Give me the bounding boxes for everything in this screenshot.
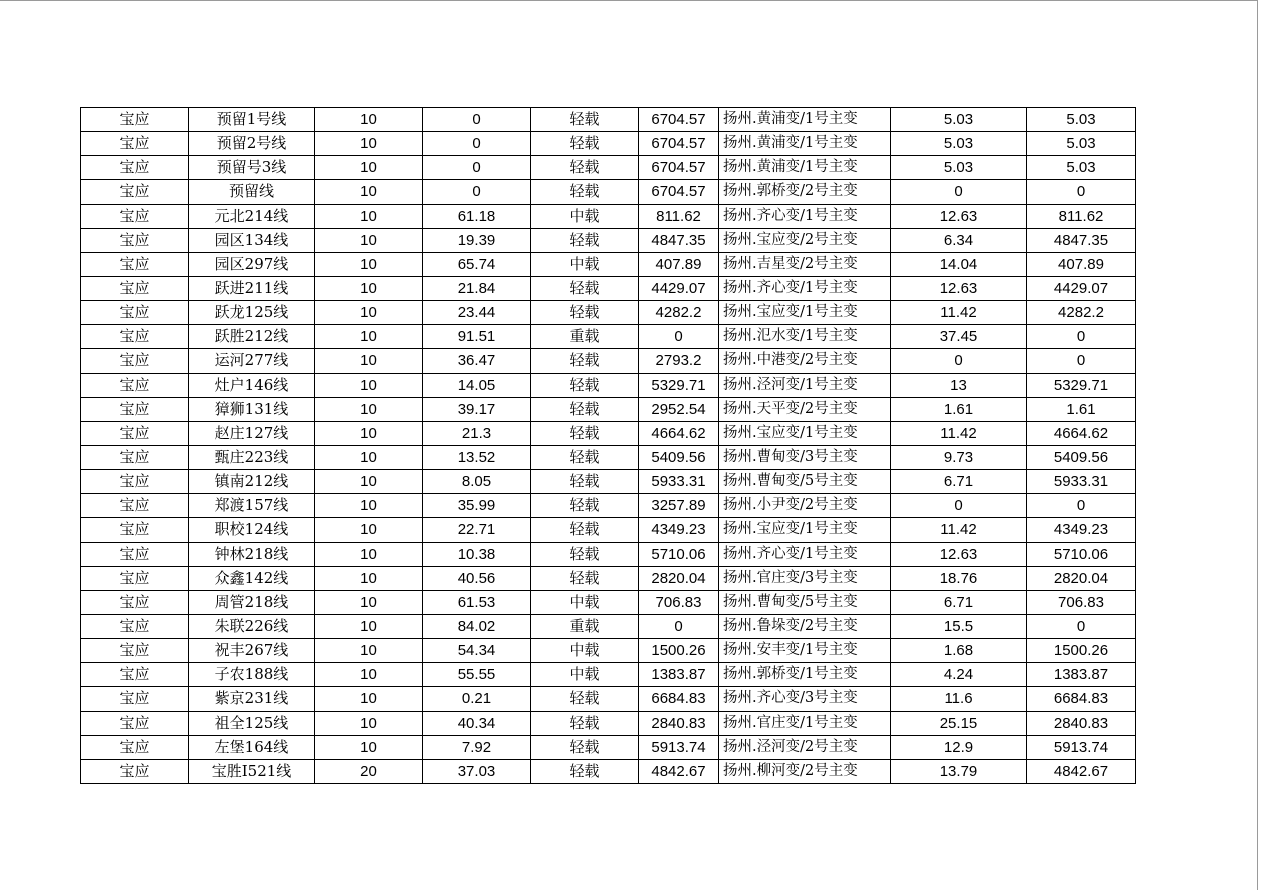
- transformer-margin-cell: 0: [891, 494, 1027, 518]
- capacity-cell: 4842.67: [639, 759, 719, 783]
- capacity-cell: 2952.54: [639, 397, 719, 421]
- available-capacity-cell: 5409.56: [1027, 445, 1136, 469]
- load-status-cell: 轻载: [531, 156, 639, 180]
- voltage-cell: 10: [315, 108, 423, 132]
- table-row: [81, 228, 1136, 252]
- source-transformer-cell: 扬州.齐心变/1号主变: [719, 276, 891, 300]
- source-transformer-cell: 扬州.鲁垛变/2号主变: [719, 614, 891, 638]
- available-capacity-cell: 0: [1027, 325, 1136, 349]
- source-transformer-cell: 扬州.黄浦变/1号主变: [719, 132, 891, 156]
- capacity-cell: 4349.23: [639, 518, 719, 542]
- table-row: [81, 132, 1136, 156]
- source-transformer-cell: 扬州.齐心变/1号主变: [719, 204, 891, 228]
- source-transformer-cell: 扬州.郭桥变/2号主变: [719, 180, 891, 204]
- load-rate-cell: 61.18: [423, 204, 531, 228]
- county-cell: 宝应: [81, 397, 189, 421]
- source-transformer-cell: 扬州.曹甸变/3号主变: [719, 445, 891, 469]
- table-row: [81, 542, 1136, 566]
- source-transformer-cell: 扬州.柳河变/2号主变: [719, 759, 891, 783]
- transformer-margin-cell: 1.68: [891, 639, 1027, 663]
- table-row: [81, 590, 1136, 614]
- available-capacity-cell: 4842.67: [1027, 759, 1136, 783]
- transformer-margin-cell: 6.71: [891, 470, 1027, 494]
- load-rate-cell: 8.05: [423, 470, 531, 494]
- table-row: [81, 108, 1136, 132]
- table-row: [81, 349, 1136, 373]
- available-capacity-cell: 5.03: [1027, 108, 1136, 132]
- capacity-cell: 5933.31: [639, 470, 719, 494]
- source-transformer-cell: 扬州.泾河变/1号主变: [719, 373, 891, 397]
- county-cell: 宝应: [81, 228, 189, 252]
- load-status-cell: 轻载: [531, 228, 639, 252]
- capacity-cell: 407.89: [639, 252, 719, 276]
- source-transformer-cell: 扬州.齐心变/1号主变: [719, 542, 891, 566]
- voltage-cell: 10: [315, 494, 423, 518]
- capacity-cell: 0: [639, 325, 719, 349]
- transformer-margin-cell: 12.63: [891, 204, 1027, 228]
- capacity-cell: 706.83: [639, 590, 719, 614]
- data-table: [80, 107, 1136, 784]
- available-capacity-cell: 1383.87: [1027, 663, 1136, 687]
- table-row: [81, 421, 1136, 445]
- voltage-cell: 10: [315, 687, 423, 711]
- voltage-cell: 10: [315, 663, 423, 687]
- line-name-cell: 紫京231线: [189, 687, 315, 711]
- voltage-cell: 20: [315, 759, 423, 783]
- county-cell: 宝应: [81, 204, 189, 228]
- load-rate-cell: 22.71: [423, 518, 531, 542]
- line-name-cell: 园区297线: [189, 252, 315, 276]
- county-cell: 宝应: [81, 759, 189, 783]
- load-status-cell: 轻载: [531, 711, 639, 735]
- table-row: [81, 663, 1136, 687]
- table-row: [81, 759, 1136, 783]
- line-name-cell: 跃胜212线: [189, 325, 315, 349]
- county-cell: 宝应: [81, 325, 189, 349]
- county-cell: 宝应: [81, 735, 189, 759]
- capacity-cell: 5329.71: [639, 373, 719, 397]
- load-rate-cell: 37.03: [423, 759, 531, 783]
- load-rate-cell: 55.55: [423, 663, 531, 687]
- transformer-margin-cell: 5.03: [891, 156, 1027, 180]
- source-transformer-cell: 扬州.宝应变/2号主变: [719, 228, 891, 252]
- load-status-cell: 轻载: [531, 276, 639, 300]
- voltage-cell: 10: [315, 590, 423, 614]
- county-cell: 宝应: [81, 639, 189, 663]
- load-status-cell: 轻载: [531, 108, 639, 132]
- voltage-cell: 10: [315, 349, 423, 373]
- load-status-cell: 轻载: [531, 301, 639, 325]
- source-transformer-cell: 扬州.曹甸变/5号主变: [719, 470, 891, 494]
- source-transformer-cell: 扬州.泾河变/2号主变: [719, 735, 891, 759]
- voltage-cell: 10: [315, 735, 423, 759]
- line-name-cell: 预留2号线: [189, 132, 315, 156]
- voltage-cell: 10: [315, 470, 423, 494]
- load-status-cell: 轻载: [531, 132, 639, 156]
- transformer-margin-cell: 9.73: [891, 445, 1027, 469]
- load-status-cell: 轻载: [531, 445, 639, 469]
- load-rate-cell: 7.92: [423, 735, 531, 759]
- source-transformer-cell: 扬州.郭桥变/1号主变: [719, 663, 891, 687]
- source-transformer-cell: 扬州.小尹变/2号主变: [719, 494, 891, 518]
- table-row: [81, 494, 1136, 518]
- load-rate-cell: 35.99: [423, 494, 531, 518]
- available-capacity-cell: 4847.35: [1027, 228, 1136, 252]
- county-cell: 宝应: [81, 566, 189, 590]
- source-transformer-cell: 扬州.宝应变/1号主变: [719, 421, 891, 445]
- capacity-cell: 6704.57: [639, 180, 719, 204]
- transformer-margin-cell: 25.15: [891, 711, 1027, 735]
- county-cell: 宝应: [81, 108, 189, 132]
- transformer-margin-cell: 1.61: [891, 397, 1027, 421]
- load-status-cell: 重载: [531, 325, 639, 349]
- line-name-cell: 镇南212线: [189, 470, 315, 494]
- transformer-margin-cell: 11.42: [891, 518, 1027, 542]
- load-status-cell: 轻载: [531, 180, 639, 204]
- load-status-cell: 轻载: [531, 566, 639, 590]
- transformer-margin-cell: 15.5: [891, 614, 1027, 638]
- capacity-cell: 1383.87: [639, 663, 719, 687]
- county-cell: 宝应: [81, 470, 189, 494]
- county-cell: 宝应: [81, 445, 189, 469]
- load-status-cell: 重载: [531, 614, 639, 638]
- available-capacity-cell: 4349.23: [1027, 518, 1136, 542]
- capacity-cell: 6704.57: [639, 132, 719, 156]
- transformer-margin-cell: 12.63: [891, 276, 1027, 300]
- capacity-cell: 0: [639, 614, 719, 638]
- capacity-cell: 6684.83: [639, 687, 719, 711]
- load-rate-cell: 39.17: [423, 397, 531, 421]
- load-status-cell: 中载: [531, 252, 639, 276]
- load-rate-cell: 0.21: [423, 687, 531, 711]
- load-status-cell: 轻载: [531, 518, 639, 542]
- load-status-cell: 中载: [531, 590, 639, 614]
- transformer-margin-cell: 37.45: [891, 325, 1027, 349]
- source-transformer-cell: 扬州.齐心变/3号主变: [719, 687, 891, 711]
- transformer-margin-cell: 0: [891, 349, 1027, 373]
- load-rate-cell: 0: [423, 108, 531, 132]
- transformer-margin-cell: 11.42: [891, 301, 1027, 325]
- county-cell: 宝应: [81, 373, 189, 397]
- available-capacity-cell: 4282.2: [1027, 301, 1136, 325]
- capacity-cell: 3257.89: [639, 494, 719, 518]
- load-rate-cell: 0: [423, 180, 531, 204]
- county-cell: 宝应: [81, 156, 189, 180]
- available-capacity-cell: 5933.31: [1027, 470, 1136, 494]
- source-transformer-cell: 扬州.天平变/2号主变: [719, 397, 891, 421]
- capacity-cell: 5409.56: [639, 445, 719, 469]
- load-rate-cell: 21.3: [423, 421, 531, 445]
- load-status-cell: 轻载: [531, 687, 639, 711]
- table-row: [81, 373, 1136, 397]
- available-capacity-cell: 5329.71: [1027, 373, 1136, 397]
- voltage-cell: 10: [315, 421, 423, 445]
- transformer-margin-cell: 11.6: [891, 687, 1027, 711]
- capacity-cell: 811.62: [639, 204, 719, 228]
- transformer-margin-cell: 12.9: [891, 735, 1027, 759]
- county-cell: 宝应: [81, 687, 189, 711]
- capacity-cell: 4664.62: [639, 421, 719, 445]
- load-status-cell: 轻载: [531, 542, 639, 566]
- capacity-cell: 4429.07: [639, 276, 719, 300]
- available-capacity-cell: 2820.04: [1027, 566, 1136, 590]
- load-status-cell: 中载: [531, 639, 639, 663]
- available-capacity-cell: 4664.62: [1027, 421, 1136, 445]
- transformer-margin-cell: 4.24: [891, 663, 1027, 687]
- county-cell: 宝应: [81, 301, 189, 325]
- load-status-cell: 中载: [531, 204, 639, 228]
- available-capacity-cell: 5.03: [1027, 156, 1136, 180]
- table-row: [81, 687, 1136, 711]
- table-row: [81, 735, 1136, 759]
- available-capacity-cell: 2840.83: [1027, 711, 1136, 735]
- source-transformer-cell: 扬州.宝应变/1号主变: [719, 518, 891, 542]
- line-name-cell: 预留1号线: [189, 108, 315, 132]
- load-status-cell: 轻载: [531, 349, 639, 373]
- source-transformer-cell: 扬州.宝应变/1号主变: [719, 301, 891, 325]
- line-name-cell: 周管218线: [189, 590, 315, 614]
- transformer-margin-cell: 5.03: [891, 132, 1027, 156]
- voltage-cell: 10: [315, 132, 423, 156]
- county-cell: 宝应: [81, 542, 189, 566]
- load-rate-cell: 14.05: [423, 373, 531, 397]
- available-capacity-cell: 5913.74: [1027, 735, 1136, 759]
- table-row: [81, 470, 1136, 494]
- source-transformer-cell: 扬州.黄浦变/1号主变: [719, 156, 891, 180]
- load-rate-cell: 23.44: [423, 301, 531, 325]
- line-name-cell: 园区134线: [189, 228, 315, 252]
- line-name-cell: 祖全125线: [189, 711, 315, 735]
- transformer-margin-cell: 18.76: [891, 566, 1027, 590]
- load-rate-cell: 91.51: [423, 325, 531, 349]
- table-row: [81, 156, 1136, 180]
- voltage-cell: 10: [315, 156, 423, 180]
- transformer-margin-cell: 14.04: [891, 252, 1027, 276]
- capacity-cell: 6704.57: [639, 108, 719, 132]
- county-cell: 宝应: [81, 349, 189, 373]
- transformer-margin-cell: 6.71: [891, 590, 1027, 614]
- voltage-cell: 10: [315, 204, 423, 228]
- available-capacity-cell: 6684.83: [1027, 687, 1136, 711]
- available-capacity-cell: 0: [1027, 180, 1136, 204]
- voltage-cell: 10: [315, 639, 423, 663]
- load-rate-cell: 61.53: [423, 590, 531, 614]
- transformer-margin-cell: 0: [891, 180, 1027, 204]
- load-status-cell: 轻载: [531, 421, 639, 445]
- line-name-cell: 钟林218线: [189, 542, 315, 566]
- load-rate-cell: 40.56: [423, 566, 531, 590]
- voltage-cell: 10: [315, 445, 423, 469]
- transformer-margin-cell: 12.63: [891, 542, 1027, 566]
- capacity-cell: 2820.04: [639, 566, 719, 590]
- line-name-cell: 祝丰267线: [189, 639, 315, 663]
- line-name-cell: 左堡164线: [189, 735, 315, 759]
- line-name-cell: 众鑫142线: [189, 566, 315, 590]
- county-cell: 宝应: [81, 614, 189, 638]
- voltage-cell: 10: [315, 518, 423, 542]
- voltage-cell: 10: [315, 252, 423, 276]
- transformer-margin-cell: 11.42: [891, 421, 1027, 445]
- county-cell: 宝应: [81, 518, 189, 542]
- voltage-cell: 10: [315, 180, 423, 204]
- source-transformer-cell: 扬州.氾水变/1号主变: [719, 325, 891, 349]
- line-name-cell: 郑渡157线: [189, 494, 315, 518]
- source-transformer-cell: 扬州.吉星变/2号主变: [719, 252, 891, 276]
- table-row: [81, 614, 1136, 638]
- available-capacity-cell: 0: [1027, 614, 1136, 638]
- voltage-cell: 10: [315, 542, 423, 566]
- available-capacity-cell: 811.62: [1027, 204, 1136, 228]
- capacity-cell: 4282.2: [639, 301, 719, 325]
- load-rate-cell: 0: [423, 132, 531, 156]
- table-row: [81, 518, 1136, 542]
- line-name-cell: 甄庄223线: [189, 445, 315, 469]
- capacity-cell: 6704.57: [639, 156, 719, 180]
- source-transformer-cell: 扬州.黄浦变/1号主变: [719, 108, 891, 132]
- load-status-cell: 轻载: [531, 397, 639, 421]
- line-name-cell: 獐狮131线: [189, 397, 315, 421]
- source-transformer-cell: 扬州.中港变/2号主变: [719, 349, 891, 373]
- load-status-cell: 中载: [531, 663, 639, 687]
- table-body: [81, 108, 1136, 784]
- line-name-cell: 运河277线: [189, 349, 315, 373]
- transformer-margin-cell: 5.03: [891, 108, 1027, 132]
- load-rate-cell: 40.34: [423, 711, 531, 735]
- load-rate-cell: 54.34: [423, 639, 531, 663]
- available-capacity-cell: 0: [1027, 349, 1136, 373]
- load-rate-cell: 0: [423, 156, 531, 180]
- available-capacity-cell: 0: [1027, 494, 1136, 518]
- transformer-margin-cell: 6.34: [891, 228, 1027, 252]
- source-transformer-cell: 扬州.曹甸变/5号主变: [719, 590, 891, 614]
- table-row: [81, 711, 1136, 735]
- county-cell: 宝应: [81, 276, 189, 300]
- available-capacity-cell: 706.83: [1027, 590, 1136, 614]
- table-row: [81, 301, 1136, 325]
- load-rate-cell: 10.38: [423, 542, 531, 566]
- capacity-cell: 5913.74: [639, 735, 719, 759]
- county-cell: 宝应: [81, 180, 189, 204]
- capacity-cell: 1500.26: [639, 639, 719, 663]
- table-row: [81, 276, 1136, 300]
- county-cell: 宝应: [81, 132, 189, 156]
- line-name-cell: 元北214线: [189, 204, 315, 228]
- transformer-margin-cell: 13: [891, 373, 1027, 397]
- table-row: [81, 639, 1136, 663]
- voltage-cell: 10: [315, 614, 423, 638]
- available-capacity-cell: 1.61: [1027, 397, 1136, 421]
- transformer-margin-cell: 13.79: [891, 759, 1027, 783]
- load-status-cell: 轻载: [531, 470, 639, 494]
- load-rate-cell: 36.47: [423, 349, 531, 373]
- load-rate-cell: 65.74: [423, 252, 531, 276]
- load-rate-cell: 13.52: [423, 445, 531, 469]
- capacity-cell: 4847.35: [639, 228, 719, 252]
- load-status-cell: 轻载: [531, 373, 639, 397]
- table-row: [81, 445, 1136, 469]
- county-cell: 宝应: [81, 590, 189, 614]
- line-name-cell: 宝胜Ⅰ521线: [189, 759, 315, 783]
- available-capacity-cell: 4429.07: [1027, 276, 1136, 300]
- table-row: [81, 397, 1136, 421]
- line-name-cell: 跃龙125线: [189, 301, 315, 325]
- county-cell: 宝应: [81, 663, 189, 687]
- voltage-cell: 10: [315, 373, 423, 397]
- load-rate-cell: 19.39: [423, 228, 531, 252]
- county-cell: 宝应: [81, 494, 189, 518]
- voltage-cell: 10: [315, 397, 423, 421]
- load-rate-cell: 21.84: [423, 276, 531, 300]
- voltage-cell: 10: [315, 276, 423, 300]
- voltage-cell: 10: [315, 711, 423, 735]
- load-status-cell: 轻载: [531, 494, 639, 518]
- table-row: [81, 325, 1136, 349]
- county-cell: 宝应: [81, 711, 189, 735]
- line-name-cell: 跃进211线: [189, 276, 315, 300]
- table-row: [81, 252, 1136, 276]
- voltage-cell: 10: [315, 228, 423, 252]
- load-status-cell: 轻载: [531, 735, 639, 759]
- line-name-cell: 预留号3线: [189, 156, 315, 180]
- capacity-cell: 5710.06: [639, 542, 719, 566]
- load-rate-cell: 84.02: [423, 614, 531, 638]
- source-transformer-cell: 扬州.安丰变/1号主变: [719, 639, 891, 663]
- capacity-cell: 2840.83: [639, 711, 719, 735]
- line-name-cell: 预留线: [189, 180, 315, 204]
- line-name-cell: 职校124线: [189, 518, 315, 542]
- county-cell: 宝应: [81, 421, 189, 445]
- voltage-cell: 10: [315, 566, 423, 590]
- available-capacity-cell: 407.89: [1027, 252, 1136, 276]
- table-row: [81, 180, 1136, 204]
- line-name-cell: 子农188线: [189, 663, 315, 687]
- available-capacity-cell: 5.03: [1027, 132, 1136, 156]
- source-transformer-cell: 扬州.官庄变/3号主变: [719, 566, 891, 590]
- available-capacity-cell: 1500.26: [1027, 639, 1136, 663]
- source-transformer-cell: 扬州.官庄变/1号主变: [719, 711, 891, 735]
- voltage-cell: 10: [315, 325, 423, 349]
- line-name-cell: 朱联226线: [189, 614, 315, 638]
- capacity-cell: 2793.2: [639, 349, 719, 373]
- voltage-cell: 10: [315, 301, 423, 325]
- available-capacity-cell: 5710.06: [1027, 542, 1136, 566]
- load-status-cell: 轻载: [531, 759, 639, 783]
- line-name-cell: 赵庄127线: [189, 421, 315, 445]
- table-row: [81, 566, 1136, 590]
- line-name-cell: 灶户146线: [189, 373, 315, 397]
- county-cell: 宝应: [81, 252, 189, 276]
- table-row: [81, 204, 1136, 228]
